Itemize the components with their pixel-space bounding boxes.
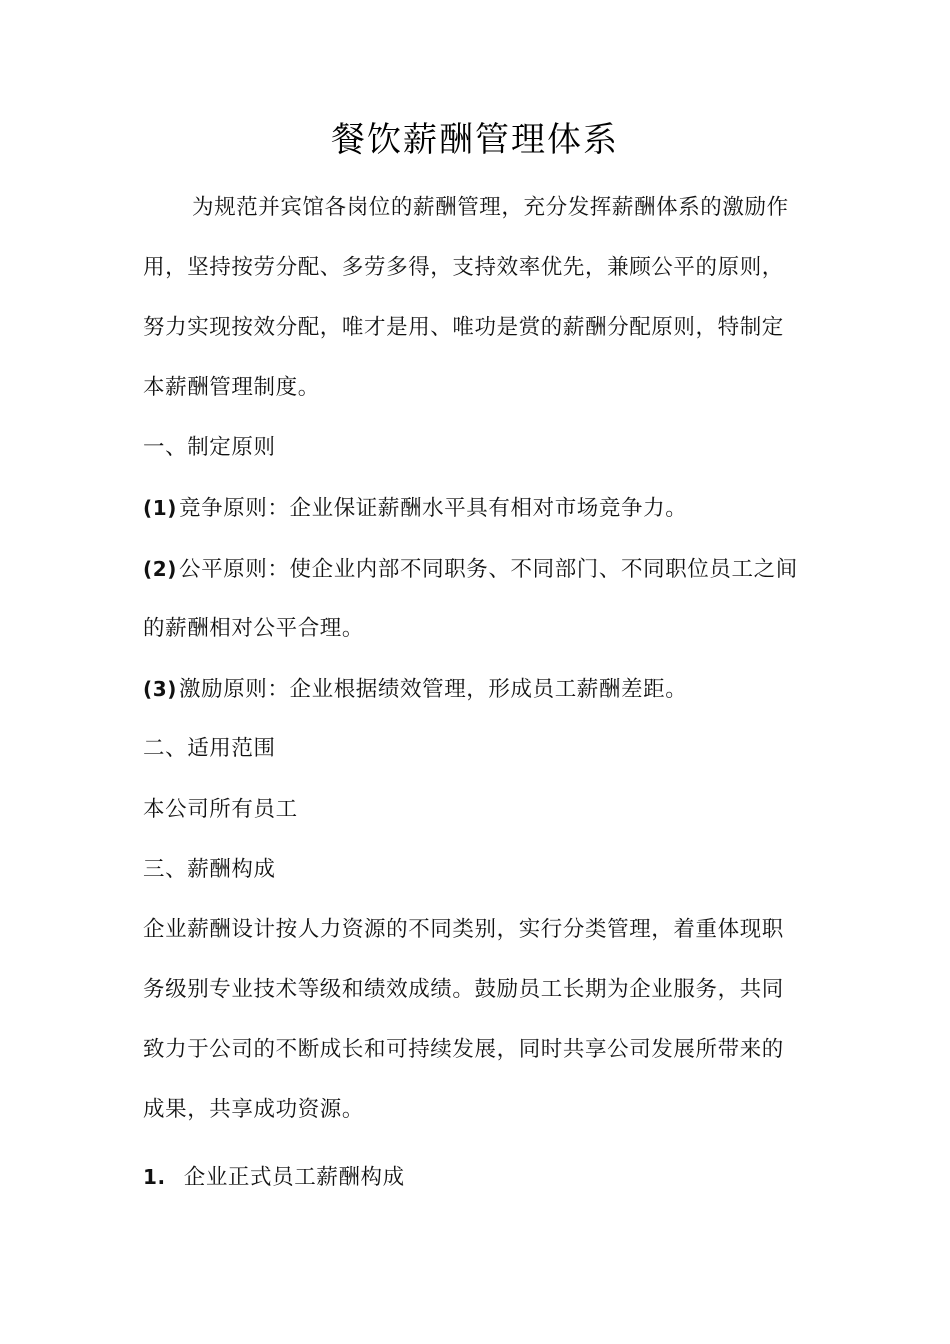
- section3-line-2: 务级别专业技术等级和绩效成绩。鼓励员工长期为企业服务，共同: [143, 977, 784, 1002]
- subsection-1-text: 企业正式员工薪酬构成: [183, 1165, 405, 1190]
- principle-item-1-text: 竞争原则：企业保证薪酬水平具有相对市场竞争力。: [179, 496, 688, 521]
- section1-heading: 一、制定原则: [143, 435, 276, 460]
- section3-line-4: 成果，共享成功资源。: [143, 1097, 365, 1122]
- intro-line-3: 努力实现按效分配，唯才是用、唯功是赏的薪酬分配原则，特制定: [143, 315, 784, 340]
- principle-item-3: [143, 674, 823, 705]
- section3-heading: 三、薪酬构成: [143, 857, 276, 882]
- section3-line-3: 致力于公司的不断成长和可持续发展，同时共享公司发展所带来的: [143, 1037, 784, 1062]
- page-title: 餐饮薪酬管理体系: [331, 120, 619, 160]
- intro-line-1: 为规范并宾馆各岗位的薪酬管理，充分发挥薪酬体系的激励作: [192, 195, 789, 220]
- section2-body: 本公司所有员工: [143, 797, 298, 822]
- principle-item-1: [143, 493, 823, 524]
- principle-item-2-continuation: 的薪酬相对公平合理。: [143, 616, 365, 641]
- intro-line-4: 本薪酬管理制度。: [143, 375, 320, 400]
- principle-item-1-number: (1): [143, 496, 177, 520]
- principle-item-2: [143, 554, 823, 585]
- principle-item-3-number: (3): [143, 677, 177, 701]
- subsection-1-number: 1.: [143, 1165, 166, 1189]
- subsection-1: [143, 1162, 823, 1193]
- intro-line-2: 用，坚持按劳分配、多劳多得，支持效率优先，兼顾公平的原则，: [143, 255, 784, 280]
- principle-item-3-text: 激励原则：企业根据绩效管理，形成员工薪酬差距。: [179, 677, 688, 702]
- principle-item-2-number: (2): [143, 557, 177, 581]
- section3-line-1: 企业薪酬设计按人力资源的不同类别，实行分类管理，着重体现职: [143, 917, 784, 942]
- principle-item-2-text: 公平原则：使企业内部不同职务、不同部门、不同职位员工之间: [179, 557, 798, 582]
- section2-heading: 二、适用范围: [143, 736, 276, 761]
